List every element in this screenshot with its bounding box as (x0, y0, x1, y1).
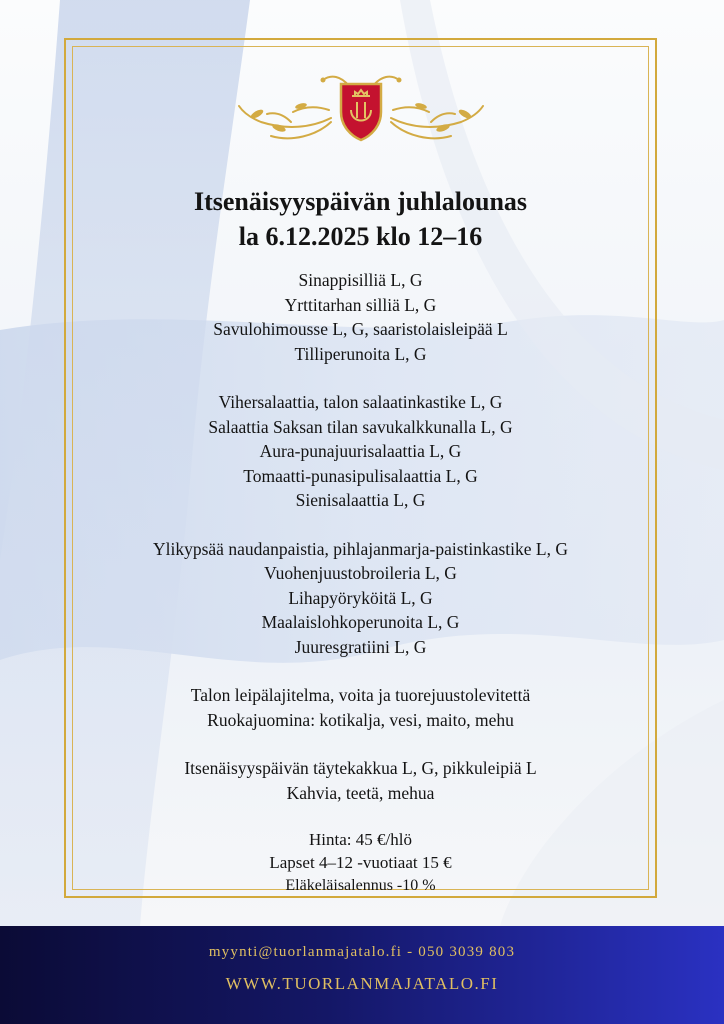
menu-item: Maalaislohkoperunoita L, G (261, 612, 460, 632)
menu-item: Itsenäisyyspäivän täytekakkua L, G, pikkuleipiä L (184, 758, 537, 778)
pricing-block (74, 828, 647, 897)
menu-item: Savulohimousse L, G, saaristolaisleipää L (213, 319, 508, 339)
menu-group-starters (74, 268, 647, 366)
senior-discount: Eläkeläisalennus -10 % (285, 877, 436, 894)
menu-group-bread-drinks (74, 683, 647, 732)
menu-item: Lihapyöryköitä L, G (288, 587, 433, 608)
menu-item: Tilliperunoita L, G (294, 343, 427, 364)
menu-item: Sinappisilliä L, G (298, 270, 423, 290)
crest-ornament-icon (231, 66, 491, 150)
menu-list (74, 268, 647, 805)
menu-group-mains (74, 537, 647, 660)
event-title (74, 184, 647, 254)
price-children: Lapset 4–12 -vuotiaat 15 € (269, 853, 452, 872)
menu-item: Sienisalaattia L, G (295, 490, 426, 510)
title-line-1: Itsenäisyyspäivän juhlalounas (193, 187, 528, 216)
title-line-2: la 6.12.2025 klo 12–16 (238, 222, 483, 251)
contact-email-phone[interactable]: myynti@tuorlanmajatalo.fi - 050 3039 803 (208, 944, 516, 960)
menu-group-dessert (74, 756, 647, 805)
contact-footer (0, 926, 724, 1024)
menu-item: Kahvia, teetä, mehua (286, 782, 435, 803)
website-link[interactable]: WWW.TUORLANMAJATALO.FI (225, 974, 499, 993)
menu-item: Juuresgratiini L, G (294, 636, 427, 657)
menu-item: Yrttitarhan silliä L, G (284, 294, 437, 315)
menu-item: Salaattia Saksan tilan savukalkkunalla L, G (208, 416, 513, 437)
menu-item: Aura-punajuurisalaattia L, G (259, 441, 462, 461)
price-adult: Hinta: 45 €/hlö (309, 830, 412, 849)
menu-group-salads (74, 390, 647, 513)
menu-item: Tomaatti-punasipulisalaattia L, G (243, 465, 478, 486)
menu-card (74, 60, 647, 897)
menu-item: Talon leipälajitelma, voita ja tuorejuustolevitettä (190, 685, 531, 705)
menu-item: Vihersalaattia, talon salaatinkastike L, G (218, 392, 503, 412)
menu-item: Ruokajuomina: kotikalja, vesi, maito, mehu (207, 709, 514, 730)
menu-item: Vuohenjuustobroileria L, G (264, 563, 457, 583)
menu-item: Ylikypsää naudanpaistia, pihlajanmarja-paistinkastike L, G (152, 538, 569, 559)
